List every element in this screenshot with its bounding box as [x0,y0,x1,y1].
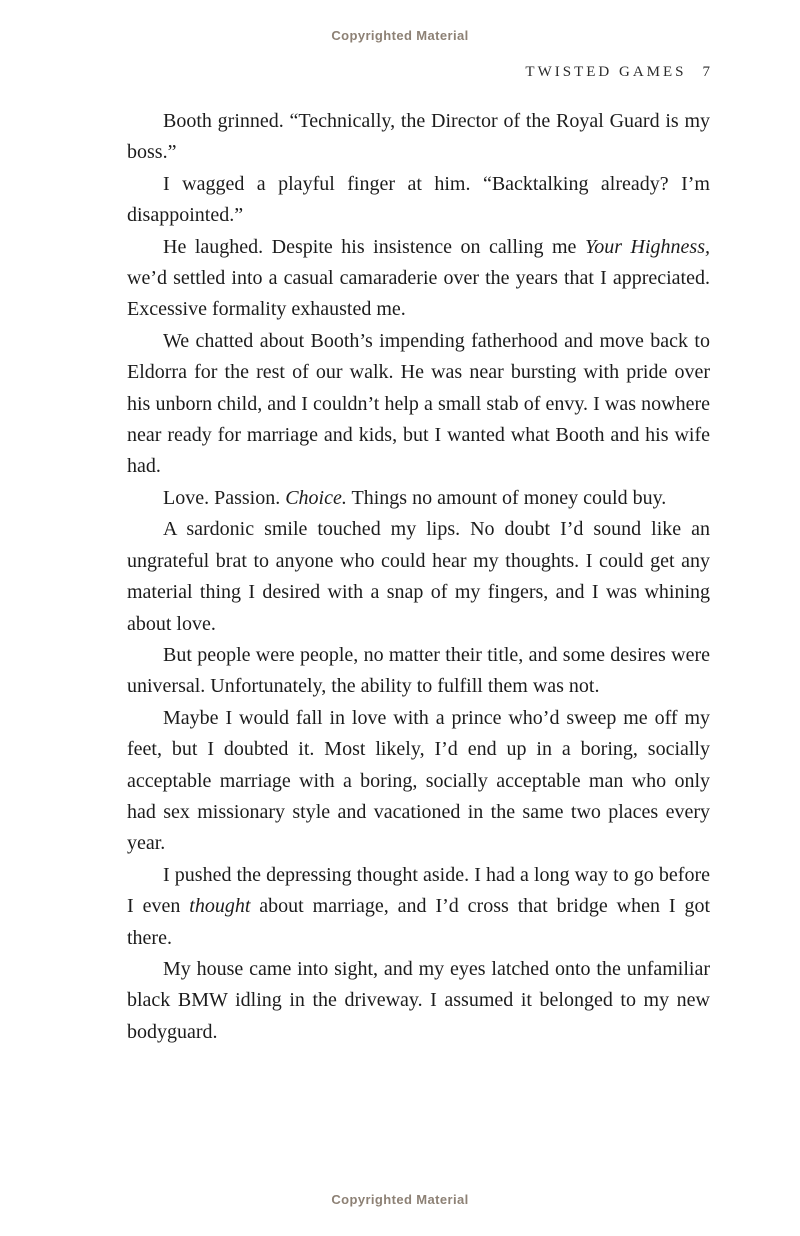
text-run: Booth grinned. “Technically, the Director of the Royal Guard is my boss.” [127,110,710,164]
text-run: about marriage, and I’d cross that bridge when I got there. [127,895,711,949]
text-run: I pushed the depressing thought aside. I had a long way to go before I even [127,863,710,918]
text-run: He laughed. Despite his insistence on calling me [163,235,585,258]
paragraph [127,483,710,514]
paragraph [127,169,710,232]
text-run: Maybe I would fall in love with a prince who’d sweep me off my feet, but I doubted it. Most likely, I’d end up in a boring, socially acceptable marriage with a boring, socially acceptable man who only had sex missionary style and vacationed in the same two places every year. [127,706,710,855]
paragraph [127,232,710,326]
paragraph [127,514,710,640]
copyright-notice-bottom: Copyrighted Material [331,1192,469,1207]
text-run: But people were people, no matter their title, and some desires were universal. Unfortunately, the ability to fulfill them was not. [127,643,710,698]
paragraph [127,106,710,169]
text-run: Love. Passion. [163,486,286,509]
paragraph [127,640,710,703]
book-title: TWISTED GAMES [525,64,687,80]
paragraph [127,954,710,1048]
text-run: My house came into sight, and my eyes latched onto the unfamiliar black BMW idling in the driveway. I assumed it belonged to my new bodyguard. [127,957,710,1043]
text-run: Things no amount of money could buy. [346,486,667,509]
copyright-notice-top: Copyrighted Material [331,28,469,43]
text-run: A sardonic smile touched my lips. No doubt I’d sound like an ungrateful brat to anyone who could hear my thoughts. I could get any material thing I desired with a snap of my fingers, and I was whining about love. [127,518,710,635]
text-run: we’d settled into a casual camaraderie over the years that I appreciated. Excessive formality exhausted me. [127,267,710,321]
italic-text-run: Your Highness, [584,235,711,258]
paragraph [127,860,710,954]
text-run: I wagged a playful finger at him. “Backtalking already? I’m disappointed.” [127,172,710,227]
body-text [127,106,710,1048]
page-number: 7 [702,64,710,80]
paragraph [127,703,710,860]
paragraph [127,326,710,483]
running-header [127,64,710,81]
italic-text-run: Choice. [285,486,347,509]
text-run: We chatted about Booth’s impending fatherhood and move back to Eldorra for the rest of our walk. He was near bursting with pride over his unborn child, and I couldn’t help a small stab of envy. I was nowhere near ready for marriage and kids, but I wanted what Booth and his wife had. [127,329,710,478]
italic-text-run: thought [189,895,251,918]
